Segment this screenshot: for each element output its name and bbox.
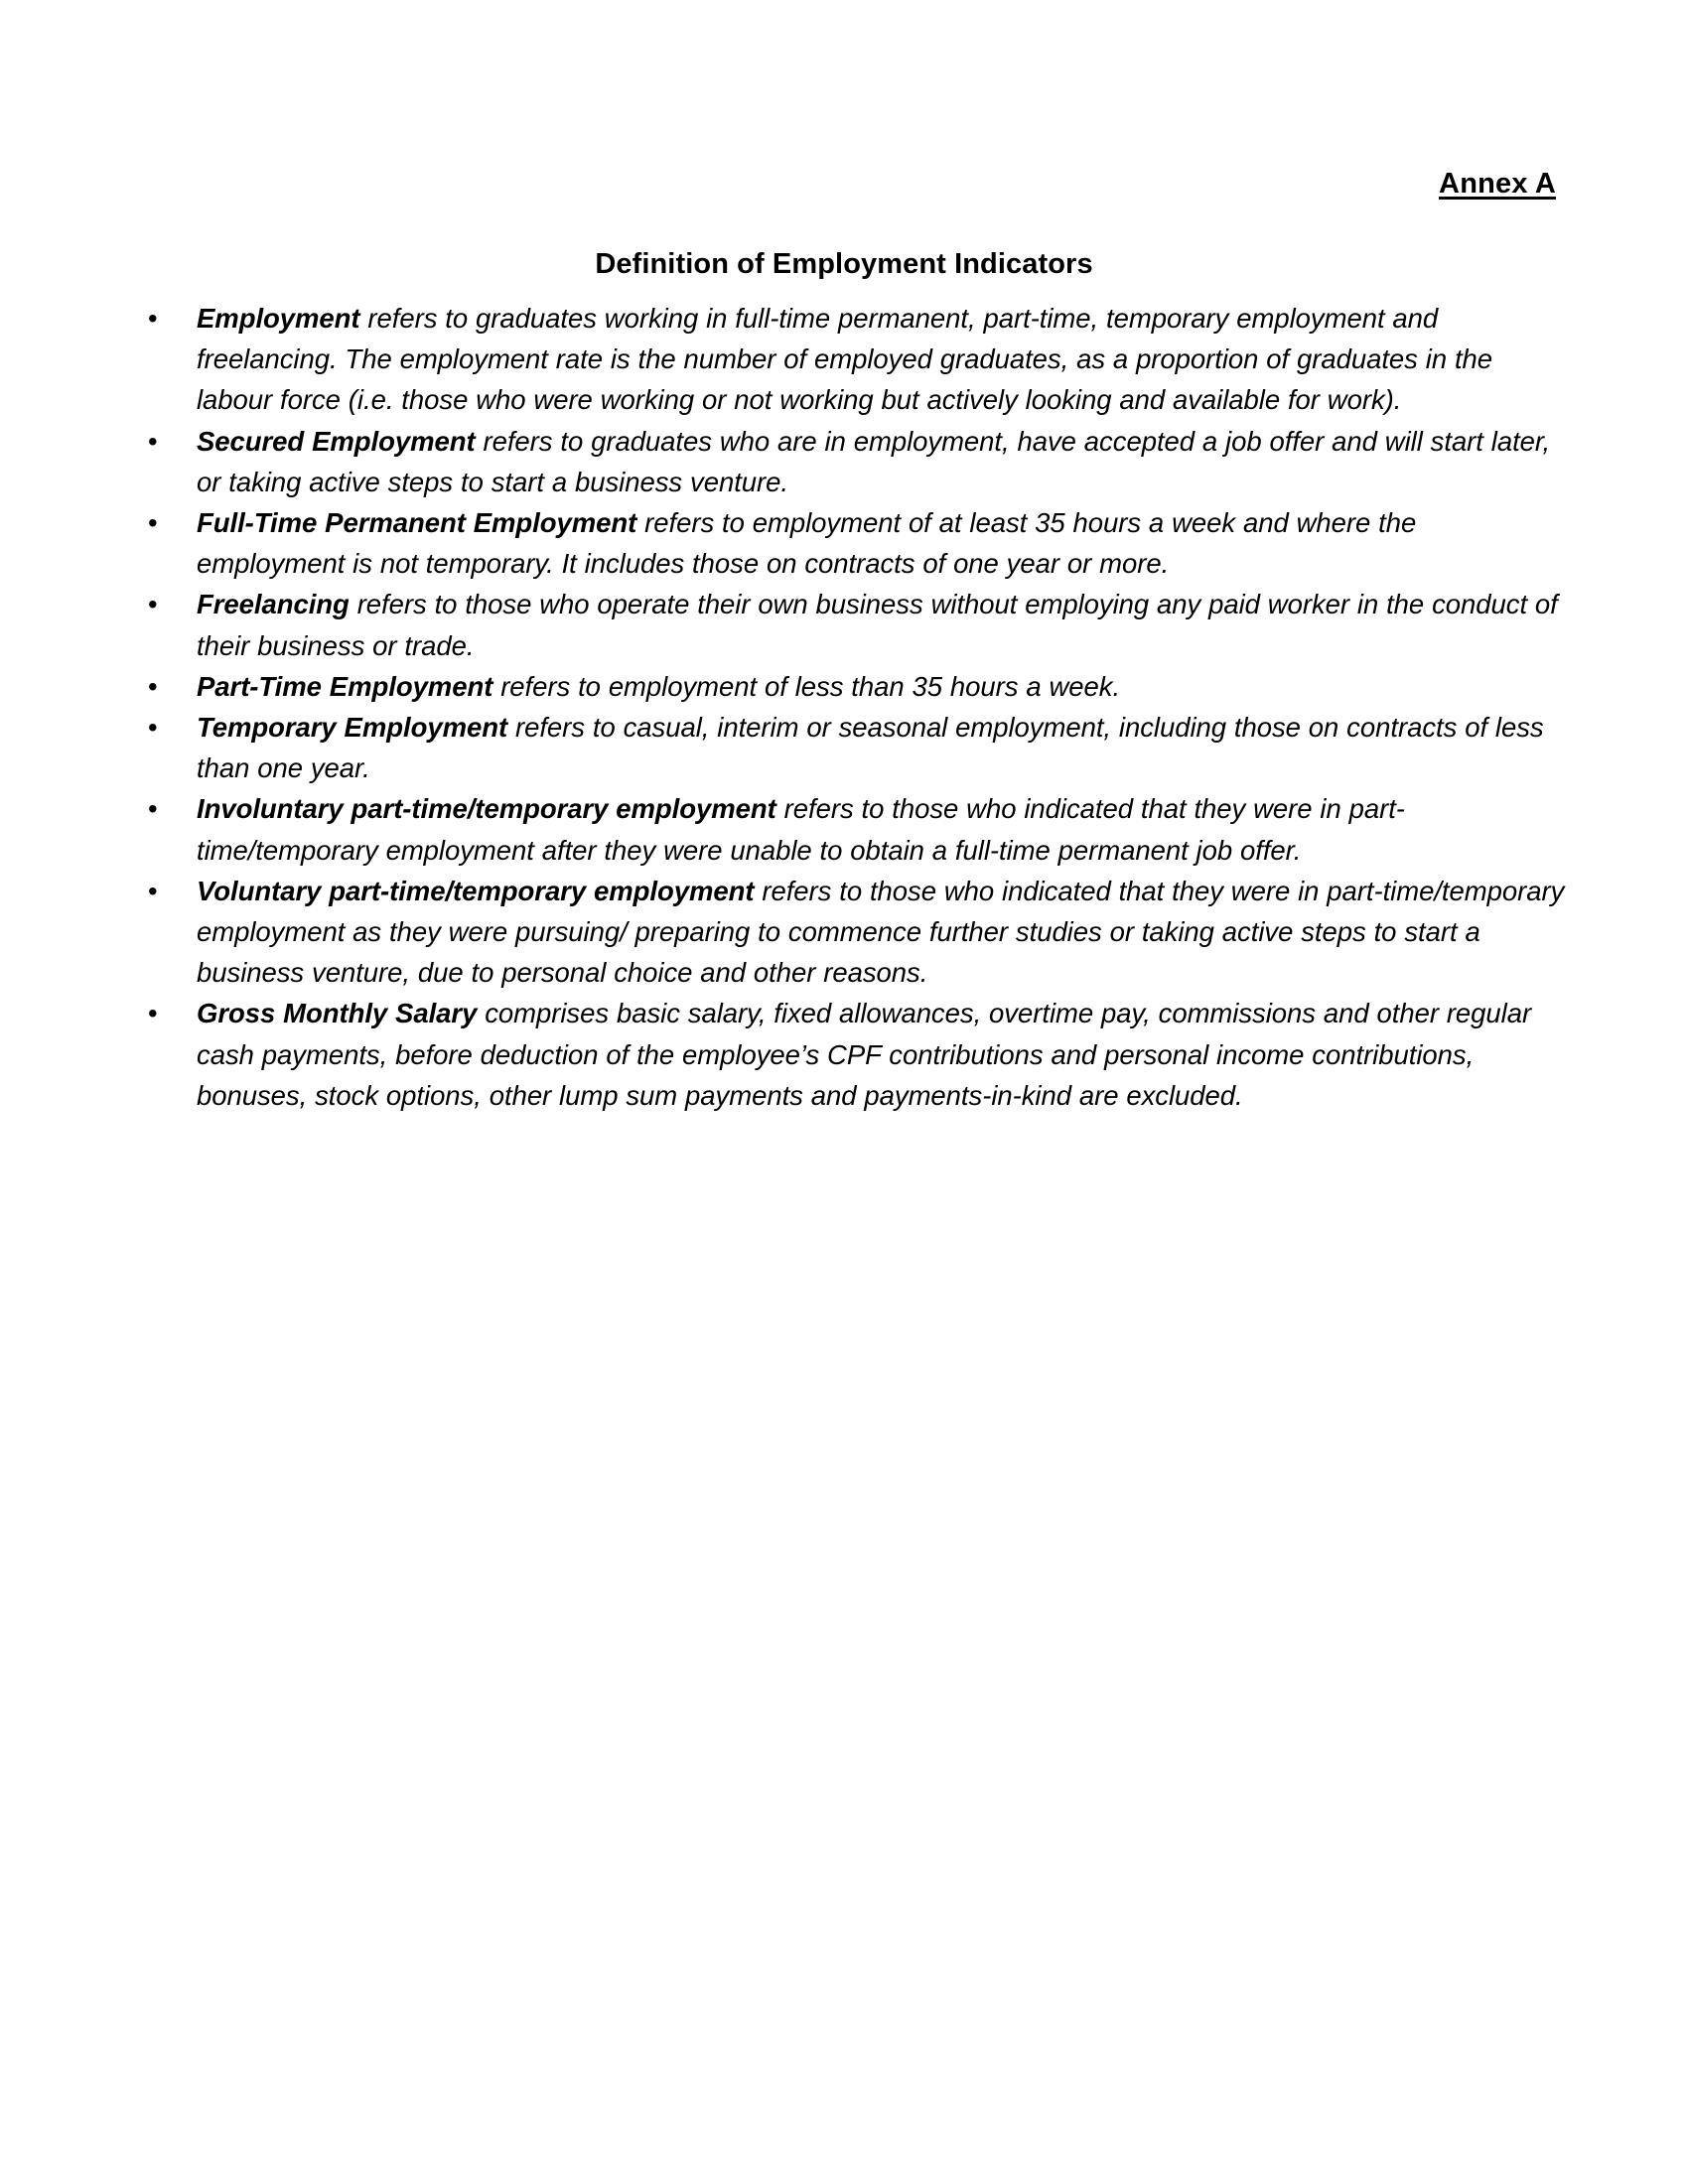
definition-term: Voluntary part-time/temporary employment — [197, 875, 755, 906]
bullet-icon: • — [148, 425, 158, 457]
bullet-icon: • — [148, 589, 158, 620]
definition-description: refers to employment of less than 35 hours a week. — [492, 670, 1121, 702]
definition-item — [132, 421, 1572, 502]
definition-description: refers to graduates working in full-time permanent, part-time, temporary employment and freelancing. The employment rate is the number of employed graduates, as a proportion of graduates in the labour force (i.e. those who were working or not working but actively looking and available for work). — [197, 303, 1493, 416]
bullet-icon: • — [148, 875, 158, 906]
page-title-row — [0, 228, 1688, 302]
definition-item — [132, 871, 1572, 994]
definition-item — [132, 788, 1572, 870]
annex-label: Annex A — [1439, 168, 1556, 200]
definition-description: refers to graduates who are in employment, have accepted a job offer and will start later, or taking active steps to start a business venture. — [197, 425, 1551, 497]
bullet-icon: • — [148, 670, 158, 702]
definition-description: refers to those who operate their own business without employing any paid worker in the conduct of their business or trade. — [197, 589, 1558, 661]
definition-description: comprises basic salary, fixed allowances, overtime pay, commissions and other regular cash payments, before deduction of the employee’s CPF contributions and personal income contributions, bonuses, stock options, other lump sum payments and payments-in-kind are excluded. — [197, 998, 1532, 1111]
definition-description: refers to casual, interim or seasonal employment, including those on contracts of less than one year. — [197, 712, 1544, 784]
definition-term: Full-Time Permanent Employment — [197, 507, 637, 539]
bullet-icon: • — [148, 998, 158, 1029]
definition-item — [132, 502, 1572, 584]
definition-term: Part-Time Employment — [197, 670, 493, 702]
bullet-icon: • — [148, 712, 158, 744]
definition-description: refers to those who indicated that they were in part-time/temporary employment as they were pursuing/ preparing to commence further studies or taking active steps to start a business venture, due to personal choice and other reasons. — [197, 875, 1565, 989]
bullet-icon: • — [148, 793, 158, 825]
definition-term: Gross Monthly Salary — [197, 998, 478, 1029]
annex-header — [0, 167, 1556, 202]
definition-description: refers to employment of at least 35 hours a week and where the employment is not temporary. It includes those on contracts of one year or more. — [197, 507, 1417, 580]
definition-item — [132, 707, 1572, 788]
bullet-icon: • — [148, 507, 158, 539]
definition-term: Freelancing — [197, 589, 350, 620]
definition-term: Employment — [197, 303, 360, 334]
definition-item — [132, 666, 1572, 707]
definition-item — [132, 993, 1572, 1116]
definition-item — [132, 584, 1572, 665]
definition-list — [132, 298, 1572, 1116]
definition-term: Involuntary part-time/temporary employment — [197, 793, 776, 825]
page-title: Definition of Employment Indicators — [595, 248, 1093, 281]
definition-term: Temporary Employment — [197, 712, 508, 744]
bullet-icon: • — [148, 303, 158, 334]
definition-item — [132, 298, 1572, 421]
definition-term: Secured Employment — [197, 425, 476, 457]
definition-description: refers to those who indicated that they were in part-time/temporary employment after they were unable to obtain a full-time permanent job offer. — [197, 793, 1405, 866]
